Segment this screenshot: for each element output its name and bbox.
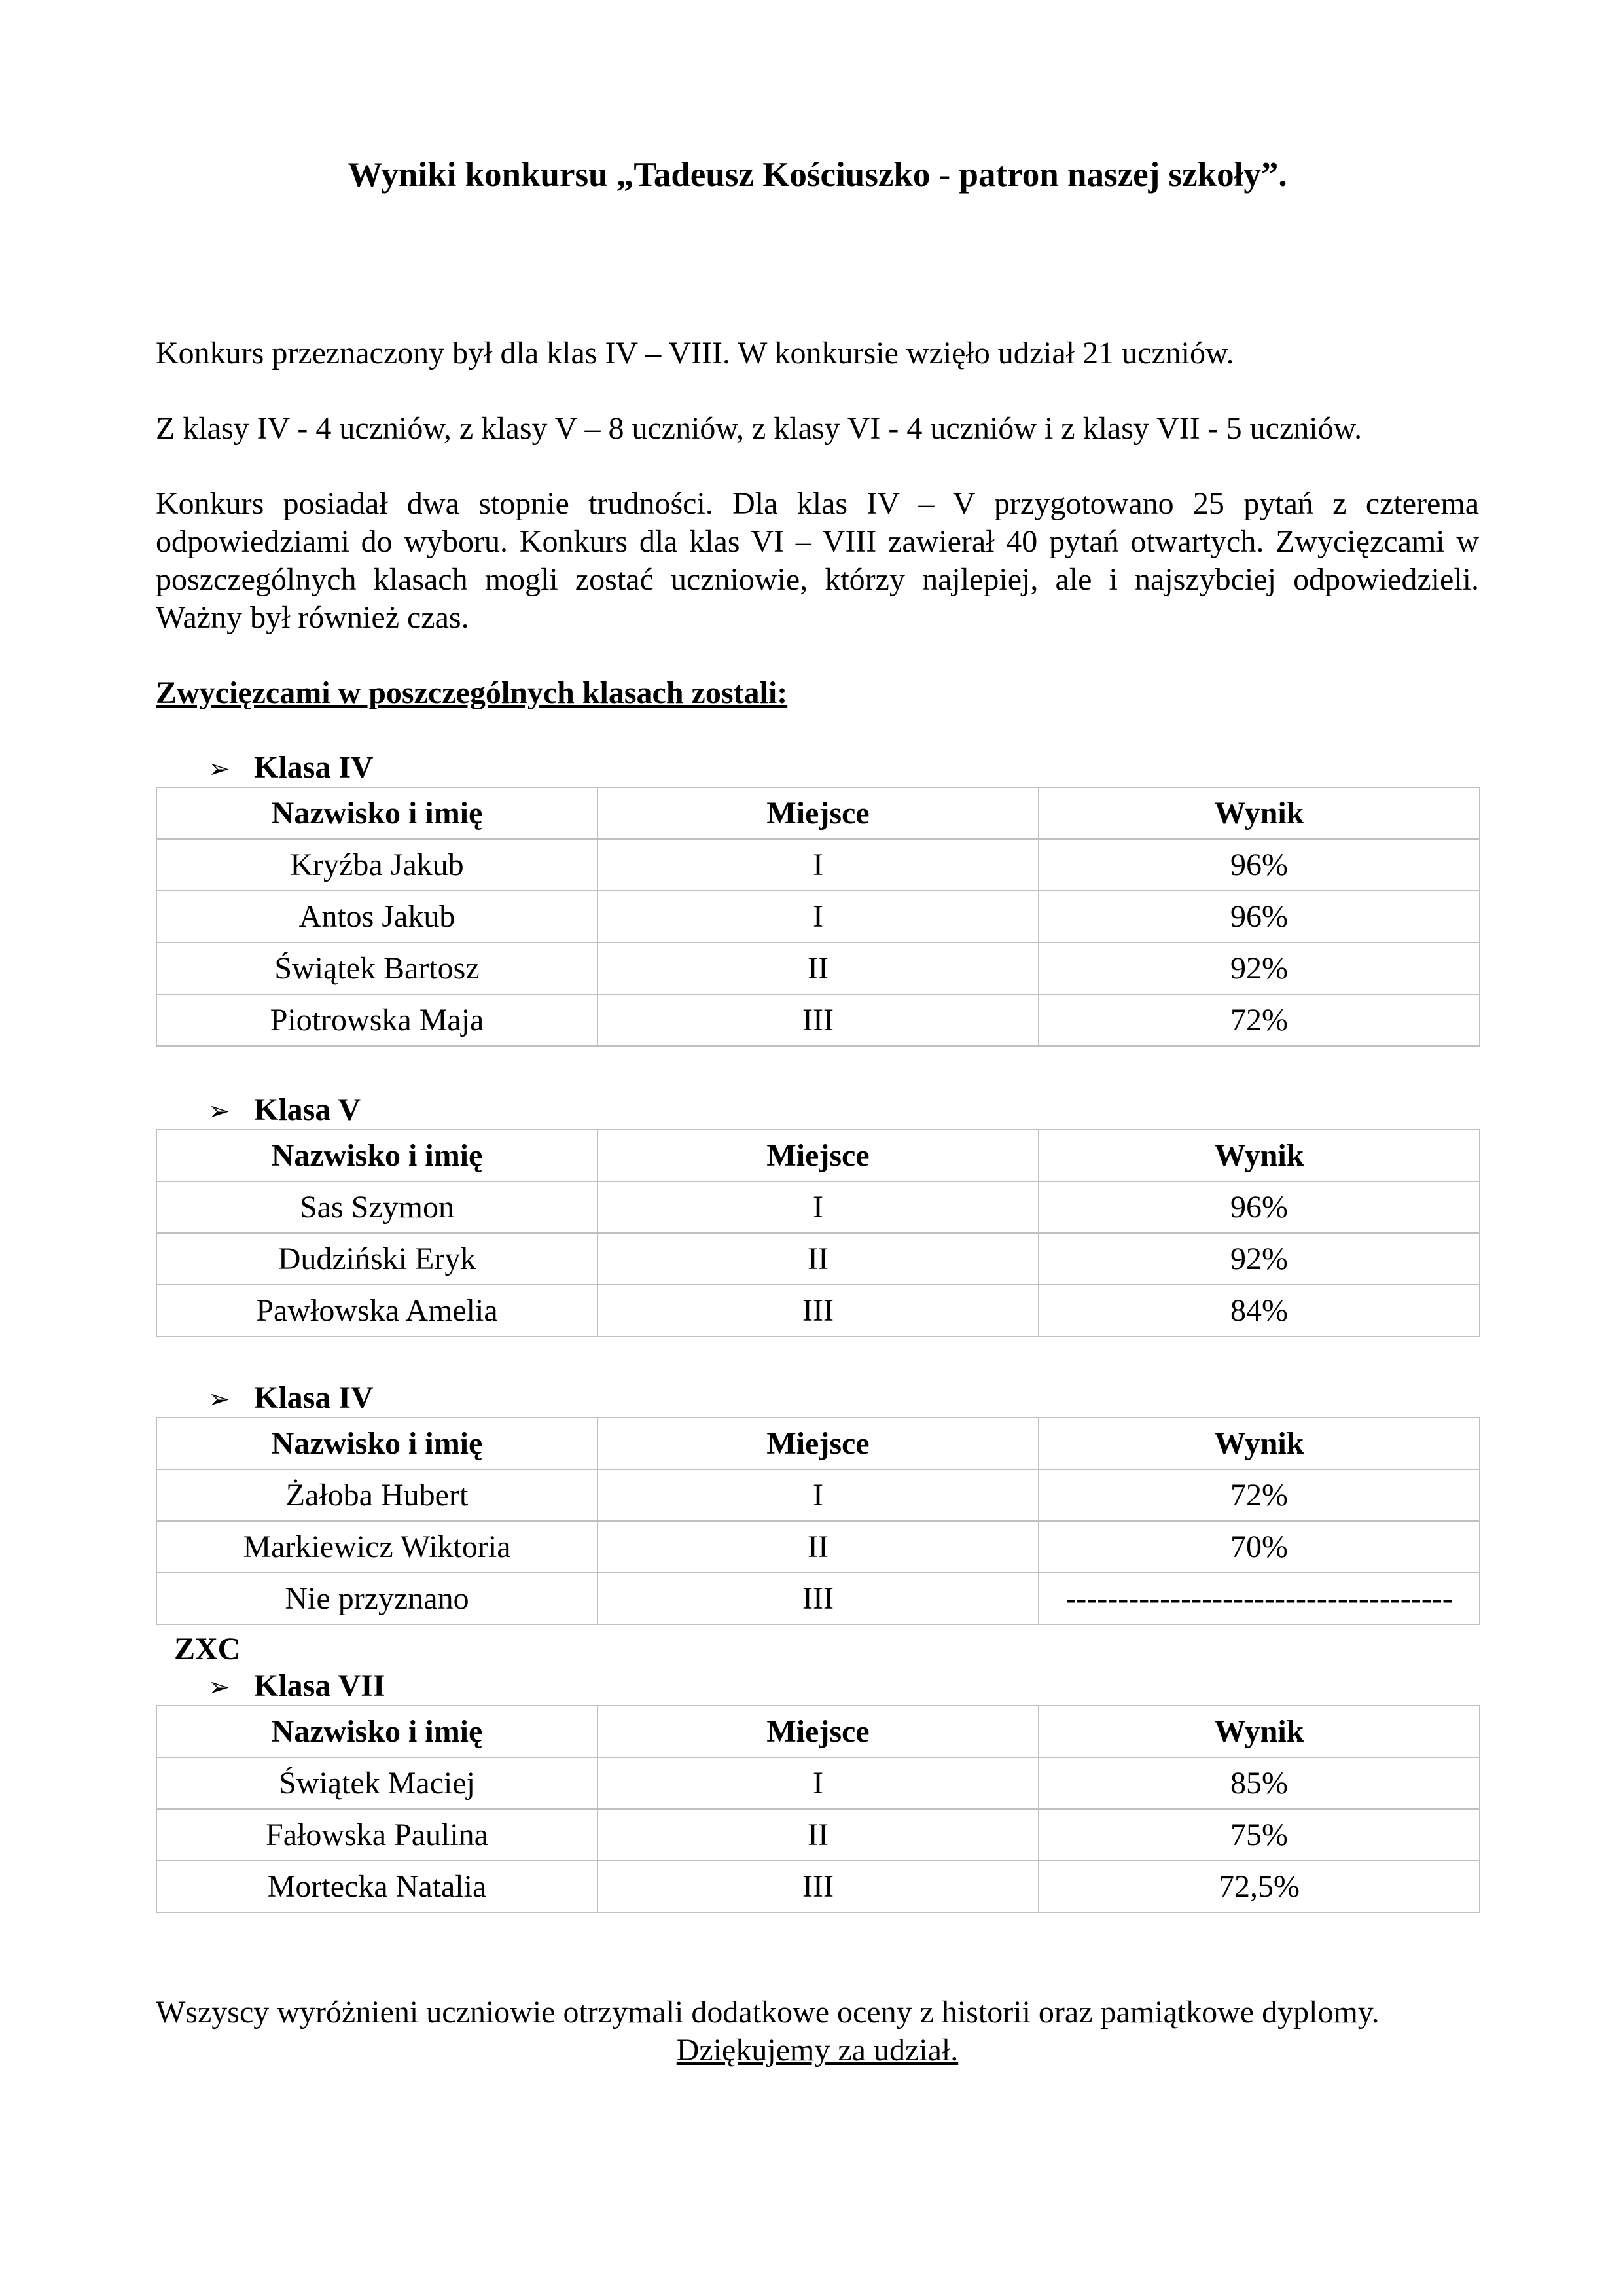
table-row xyxy=(156,891,1480,942)
arrow-bullet-icon: ➢ xyxy=(208,1672,230,1702)
student-name: Sas Szymon xyxy=(156,1181,597,1233)
student-name: Dudziński Eryk xyxy=(156,1233,597,1285)
student-score: 72% xyxy=(1039,994,1480,1046)
table-row xyxy=(156,1861,1480,1912)
student-name: Nie przyznano xyxy=(156,1573,597,1624)
table-row xyxy=(156,1521,1480,1573)
class-label xyxy=(208,1379,374,1418)
header-place: Miejsce xyxy=(597,787,1039,839)
table-header-row xyxy=(156,1418,1480,1469)
results-table xyxy=(156,1705,1480,1913)
student-place: I xyxy=(597,1469,1039,1521)
student-score: 92% xyxy=(1039,1233,1480,1285)
rules-paragraph: Konkurs posiadał dwa stopnie trudności. Dla klas IV – V przygotowano 25 pytań z czterema odpowiedziami do wyboru. Konkurs dla klas VI – VIII zawierał 40 pytań otwartych. Zwycięzcami w poszczególnych klasach mogli zostać uczniowie, którzy najlepiej, ale i najszybciej odpowiedzieli. Ważny był również czas. xyxy=(156,486,1479,635)
student-place: II xyxy=(597,942,1039,994)
class-label-text: Klasa IV xyxy=(254,750,374,785)
student-place: I xyxy=(597,1757,1039,1809)
student-place: III xyxy=(597,1861,1039,1912)
table-row xyxy=(156,1233,1480,1285)
header-name: Nazwisko i imię xyxy=(156,1130,597,1181)
header-score: Wynik xyxy=(1039,1130,1480,1181)
table-row xyxy=(156,839,1480,891)
student-place: II xyxy=(597,1521,1039,1573)
student-name: Mortecka Natalia xyxy=(156,1861,597,1912)
class-label-text: Klasa VII xyxy=(254,1668,385,1703)
thanks-line xyxy=(156,2032,1479,2070)
results-table xyxy=(156,1129,1480,1337)
student-score: 70% xyxy=(1039,1521,1480,1573)
table-row xyxy=(156,1469,1480,1521)
student-name: Świątek Maciej xyxy=(156,1757,597,1809)
table-row xyxy=(156,994,1480,1046)
class-label xyxy=(208,1667,385,1706)
student-name: Świątek Bartosz xyxy=(156,942,597,994)
student-score: 75% xyxy=(1039,1809,1480,1861)
table-header-row xyxy=(156,1130,1480,1181)
class-label-text: Klasa V xyxy=(254,1092,361,1127)
student-place: III xyxy=(597,1573,1039,1624)
student-place: I xyxy=(597,1181,1039,1233)
student-name: Markiewicz Wiktoria xyxy=(156,1521,597,1573)
header-place: Miejsce xyxy=(597,1418,1039,1469)
student-score: 85% xyxy=(1039,1757,1480,1809)
header-name: Nazwisko i imię xyxy=(156,787,597,839)
arrow-bullet-icon: ➢ xyxy=(208,1384,230,1414)
table-row xyxy=(156,1809,1480,1861)
student-place: II xyxy=(597,1809,1039,1861)
student-place: I xyxy=(597,839,1039,891)
table-row xyxy=(156,1285,1480,1336)
table-header-row xyxy=(156,1706,1480,1757)
student-score: 72% xyxy=(1039,1469,1480,1521)
student-name: Pawłowska Amelia xyxy=(156,1285,597,1336)
student-score: 96% xyxy=(1039,891,1480,942)
stray-text: ZXC xyxy=(174,1632,241,1666)
student-name: Antos Jakub xyxy=(156,891,597,942)
class-label xyxy=(208,1091,361,1130)
header-score: Wynik xyxy=(1039,1418,1480,1469)
header-place: Miejsce xyxy=(597,1130,1039,1181)
student-name: Piotrowska Maja xyxy=(156,994,597,1046)
results-table xyxy=(156,787,1480,1047)
table-row xyxy=(156,942,1480,994)
class-label xyxy=(208,749,374,788)
student-score: 92% xyxy=(1039,942,1480,994)
participants-paragraph: Z klasy IV - 4 uczniów, z klasy V – 8 uczniów, z klasy VI - 4 uczniów i z klasy VII - 5 uczniów. xyxy=(156,411,1363,446)
student-place: III xyxy=(597,1285,1039,1336)
table-row xyxy=(156,1757,1480,1809)
class-label-text: Klasa IV xyxy=(254,1380,374,1415)
student-score: 72,5% xyxy=(1039,1861,1480,1912)
arrow-bullet-icon: ➢ xyxy=(208,1096,230,1126)
student-place: III xyxy=(597,994,1039,1046)
student-name: Fałowska Paulina xyxy=(156,1809,597,1861)
student-place: I xyxy=(597,891,1039,942)
student-place: II xyxy=(597,1233,1039,1285)
table-row xyxy=(156,1573,1480,1624)
student-name: Żałoba Hubert xyxy=(156,1469,597,1521)
table-row xyxy=(156,1181,1480,1233)
student-name: Kryźba Jakub xyxy=(156,839,597,891)
intro-paragraph: Konkurs przeznaczony był dla klas IV – VIII. W konkursie wzięło udział 21 uczniów. xyxy=(156,336,1234,370)
header-name: Nazwisko i imię xyxy=(156,1418,597,1469)
student-score: 96% xyxy=(1039,839,1480,891)
arrow-bullet-icon: ➢ xyxy=(208,754,230,784)
closing-paragraph: Wszyscy wyróżnieni uczniowie otrzymali dodatkowe oceny z historii oraz pamiątkowe dyplomy. xyxy=(156,1995,1380,2030)
header-place: Miejsce xyxy=(597,1706,1039,1757)
header-score: Wynik xyxy=(1039,787,1480,839)
table-header-row xyxy=(156,787,1480,839)
document-title: Wyniki konkursu „Tadeusz Kościuszko - patron naszej szkoły”. xyxy=(348,156,1287,194)
header-name: Nazwisko i imię xyxy=(156,1706,597,1757)
thanks-text: Dziękujemy za udział. xyxy=(676,2033,959,2068)
results-table xyxy=(156,1417,1480,1625)
student-score: 96% xyxy=(1039,1181,1480,1233)
header-score: Wynik xyxy=(1039,1706,1480,1757)
student-score: 84% xyxy=(1039,1285,1480,1336)
winners-heading: Zwycięzcami w poszczególnych klasach zostali: xyxy=(156,675,788,710)
student-score: ------------------------------------- xyxy=(1039,1573,1480,1624)
